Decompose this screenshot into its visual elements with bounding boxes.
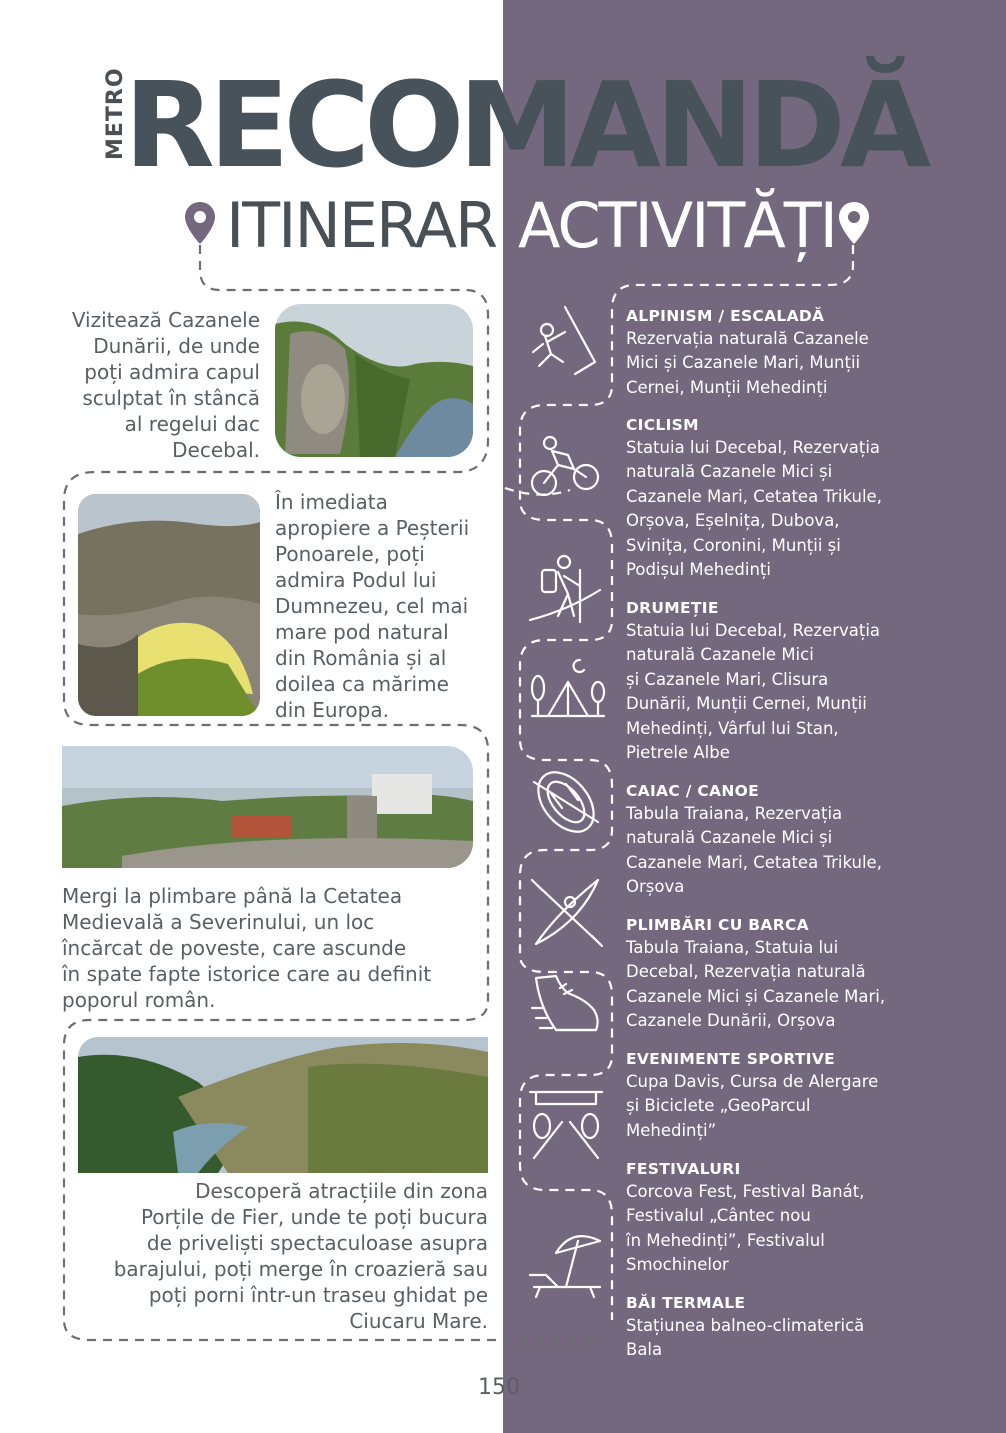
- kayak-icon: [528, 872, 608, 952]
- activity-line: Corcova Fest, Festival Banát,: [626, 1182, 865, 1201]
- text-line: poți porni într-un traseu ghidat pe: [148, 1283, 488, 1307]
- activity-drumetie: [626, 597, 916, 765]
- text-line: Porțile de Fier, unde te poți bucura: [140, 1205, 488, 1229]
- activity-line: și Cazanele Mari, Clisura: [626, 669, 829, 689]
- activity-festivaluri: [626, 1158, 916, 1278]
- text-line: al regelui dac: [124, 412, 260, 436]
- festival-stage-icon: [526, 1082, 606, 1162]
- activity-line: Smochinelor: [626, 1255, 729, 1275]
- activity-line: naturală Cazanele Mici și: [626, 828, 833, 848]
- photo-cetatea-severinului: [62, 746, 473, 868]
- camping-tent-icon: [528, 648, 608, 728]
- text-line: de priveliști spectaculoase asupra: [146, 1231, 488, 1255]
- photo-podul-lui-dumnezeu: [78, 494, 260, 716]
- running-shoe-icon: [526, 968, 606, 1048]
- activity-line: Statuia lui Decebal, Rezervația: [626, 621, 881, 640]
- photo-decebal-rock-sculpture: [275, 304, 473, 457]
- text-line: din Europa.: [275, 698, 389, 722]
- activity-title: ALPINISM / ESCALADĂ: [626, 307, 825, 325]
- activity-line: Dunării, Munții Cernei, Munții: [626, 694, 867, 714]
- activity-title: EVENIMENTE SPORTIVE: [626, 1050, 836, 1068]
- page-number: 150: [478, 1375, 520, 1400]
- activities-heading: ACTIVITĂȚI: [518, 189, 836, 262]
- text-line: În imediata: [275, 490, 388, 514]
- activity-line: naturală Cazanele Mici: [626, 645, 814, 665]
- activity-title: FESTIVALURI: [626, 1160, 741, 1178]
- activity-line: Tabula Traiana, Rezervația: [626, 804, 843, 823]
- itinerary-heading: ITINERAR: [226, 189, 497, 262]
- hiking-icon: [528, 550, 608, 630]
- spa-lounger-icon: [526, 1225, 606, 1305]
- text-line: barajului, poți merge în croazieră sau: [113, 1257, 488, 1281]
- activity-line: Cazanele Mari, Cetatea Trikule,: [626, 852, 882, 872]
- activity-title: CAIAC / CANOE: [626, 782, 759, 800]
- text-line: Decebal.: [172, 438, 260, 462]
- activity-line: Mici și Cazanele Mari, Munții: [626, 353, 861, 373]
- activity-title: BĂI TERMALE: [626, 1294, 746, 1312]
- activity-title: PLIMBĂRI CU BARCA: [626, 916, 809, 934]
- location-pin-icon: [837, 200, 871, 246]
- text-line: încărcat de poveste, care ascunde: [62, 936, 407, 960]
- activity-line: Rezervația naturală Cazanele: [626, 329, 869, 348]
- activity-ciclism: [626, 414, 916, 582]
- text-line: Vizitează Cazanele: [71, 308, 260, 332]
- text-line: Dunării, de unde: [93, 334, 260, 358]
- text-line: Medievală a Severinului, un loc: [62, 910, 375, 934]
- text-line: Dumnezeu, cel mai: [275, 594, 469, 618]
- activity-line: Decebal, Rezervația naturală: [626, 962, 866, 982]
- activity-line: Cazanele Dunării, Orșova: [626, 1011, 836, 1031]
- activity-line: Cazanele Mici și Cazanele Mari,: [626, 986, 886, 1006]
- activity-bai-termale: [626, 1292, 916, 1363]
- location-pin-icon: [183, 200, 217, 246]
- photo-portile-de-fier: [78, 1037, 488, 1173]
- activity-line: Orșova: [626, 877, 685, 897]
- activity-line: naturală Cazanele Mici și: [626, 462, 833, 482]
- activity-caiac: [626, 780, 916, 900]
- activity-line: Cazanele Mari, Cetatea Trikule,: [626, 486, 882, 506]
- activity-line: Stațiunea balneo-climaterică: [626, 1316, 865, 1335]
- text-line: Descoperă atracțiile din zona: [195, 1179, 488, 1203]
- activity-alpinism: [626, 305, 916, 400]
- text-line: Mergi la plimbare până la Cetatea: [62, 884, 403, 908]
- activity-line: Mehedinți, Vârful lui Stan,: [626, 718, 839, 738]
- page-title: RECOMANDĂ: [124, 56, 926, 194]
- text-line: poporul român.: [62, 988, 216, 1012]
- text-line: Ciucaru Mare.: [349, 1309, 488, 1333]
- activity-title: CICLISM: [626, 416, 699, 434]
- activity-line: Podișul Mehedinți: [626, 560, 771, 580]
- activity-line: Pietrele Albe: [626, 743, 730, 763]
- rafting-icon: [526, 762, 606, 842]
- text-line: în spate fapte istorice care au definit: [62, 962, 432, 986]
- activity-line: Orșova, Eșelnița, Dubova,: [626, 511, 840, 531]
- activity-evenimente-sportive: [626, 1048, 916, 1143]
- text-line: Ponoarele, poți: [275, 542, 425, 566]
- activity-title: DRUMEȚIE: [626, 599, 719, 617]
- activity-line: în Mehedinți”, Festivalul: [626, 1230, 825, 1250]
- text-line: poți admira capul: [84, 360, 260, 384]
- activity-line: Mehedinți”: [626, 1120, 717, 1140]
- itinerary-text-4: [60, 1178, 488, 1334]
- itinerary-text-3: [62, 883, 482, 1013]
- cycling-icon: [528, 425, 608, 505]
- itinerary-text-1: [40, 307, 260, 463]
- text-line: sculptat în stâncă: [82, 386, 260, 410]
- activity-line: și Biciclete „GeoParcul: [626, 1096, 811, 1116]
- activity-line: Cernei, Munții Mehedinți: [626, 377, 828, 397]
- itinerary-text-2: [275, 489, 490, 723]
- activity-line: Svinița, Coronini, Munții și: [626, 535, 841, 555]
- activity-line: Statuia lui Decebal, Rezervația: [626, 438, 881, 457]
- activity-line: Bala: [626, 1340, 663, 1360]
- text-line: apropiere a Peșterii: [275, 516, 470, 540]
- activity-line: Tabula Traiana, Statuia lui: [626, 938, 839, 957]
- brand-metro-label: METRO: [103, 67, 128, 160]
- text-line: admira Podul lui: [275, 568, 437, 592]
- climbing-icon: [525, 302, 605, 382]
- text-line: din România și al: [275, 646, 447, 670]
- text-line: mare pod natural: [275, 620, 449, 644]
- activity-line: Cupa Davis, Cursa de Alergare: [626, 1072, 879, 1091]
- text-line: doilea ca mărime: [275, 672, 449, 696]
- activity-plimbari-barca: [626, 914, 916, 1034]
- activity-line: Festivalul „Cântec nou: [626, 1206, 811, 1226]
